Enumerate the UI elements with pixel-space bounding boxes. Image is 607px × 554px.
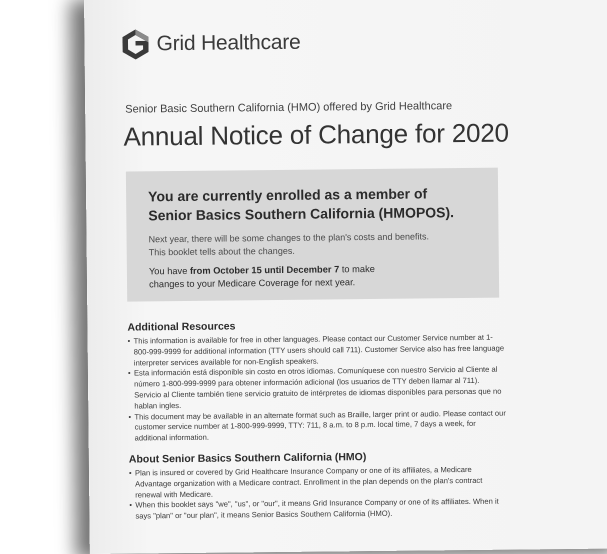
dates-range: from October 15 until December 7 <box>189 264 340 276</box>
additional-resources-heading: Additional Resources <box>127 320 236 334</box>
enrollment-dates <box>149 262 477 291</box>
brand-name: Grid Healthcare <box>156 30 301 56</box>
enrollment-callout <box>126 168 499 302</box>
about-plan-heading: About Senior Basics Southern California (HMO) <box>128 451 367 466</box>
page-title: Annual Notice of Change for 2020 <box>123 117 509 152</box>
callout-info-line1: Next year, there will be some changes to the plan's costs and benefits. <box>148 231 430 245</box>
dates-suffix: to make <box>339 263 375 275</box>
additional-resources-section <box>127 318 508 445</box>
list-item: • This information is available for free in other languages. Please contact our Customer Service number at 1-800-999-9999 for additional information (TTY users should call 711). Customer Service also has free language interpreter services available for non-English speakers. <box>128 333 508 369</box>
list-item: • When this booklet says "we", "us", or "our", it means Grid Insurance Company or one of its affiliates. When it says "plan" or "our plan", it means Senior Basics Southern California (HMO). <box>129 497 509 523</box>
grid-healthcare-logo-icon <box>122 29 148 59</box>
callout-heading <box>148 184 476 225</box>
callout-info-line2: This booklet tells about the changes. <box>148 245 295 258</box>
list-item: • This document may be available in an alternate format such as Braille, larger print or audio. Please contact our customer service number at 1-800-999-9999, TTY: 711, 8 a.m. to 8 p.m. local time, 7 days a week, for additional information. <box>128 408 508 444</box>
brand-logo <box>122 28 300 60</box>
plan-subtitle: Senior Basic Southern California (HMO) offered by Grid Healthcare <box>125 100 453 116</box>
about-plan-list <box>129 465 510 523</box>
dates-line2: changes to your Medicare Coverage for next year. <box>148 277 356 290</box>
about-plan-section <box>129 450 510 523</box>
callout-heading-line1: You are currently enrolled as a member of <box>148 185 428 205</box>
callout-heading-line2: Senior Basics Southern California (HMOPOS). <box>148 204 455 224</box>
document-page <box>84 0 607 554</box>
list-item: • Esta información está disponible sin costo en otros idiomas. Comuníquese con nuestro Servicio al Cliente al número 1-800-999-9999 para obtener información adicional (los usuarios de TTY deben llamar al 711). Servicio al Cliente también tiene servicio gratuito de intérpretes de idiomas disponibles para personas que no hablan ingles. <box>128 365 508 412</box>
list-item: • Plan is insured or covered by Grid Healthcare Insurance Company or one of its affiliates, a Medicare Advantage organization with a Medicare contract. Enrollment in the plan depends on the plan's contract renewal with Medicare. <box>129 465 509 501</box>
callout-info <box>149 230 477 259</box>
additional-resources-list <box>128 333 509 445</box>
dates-prefix: You have <box>148 265 190 277</box>
